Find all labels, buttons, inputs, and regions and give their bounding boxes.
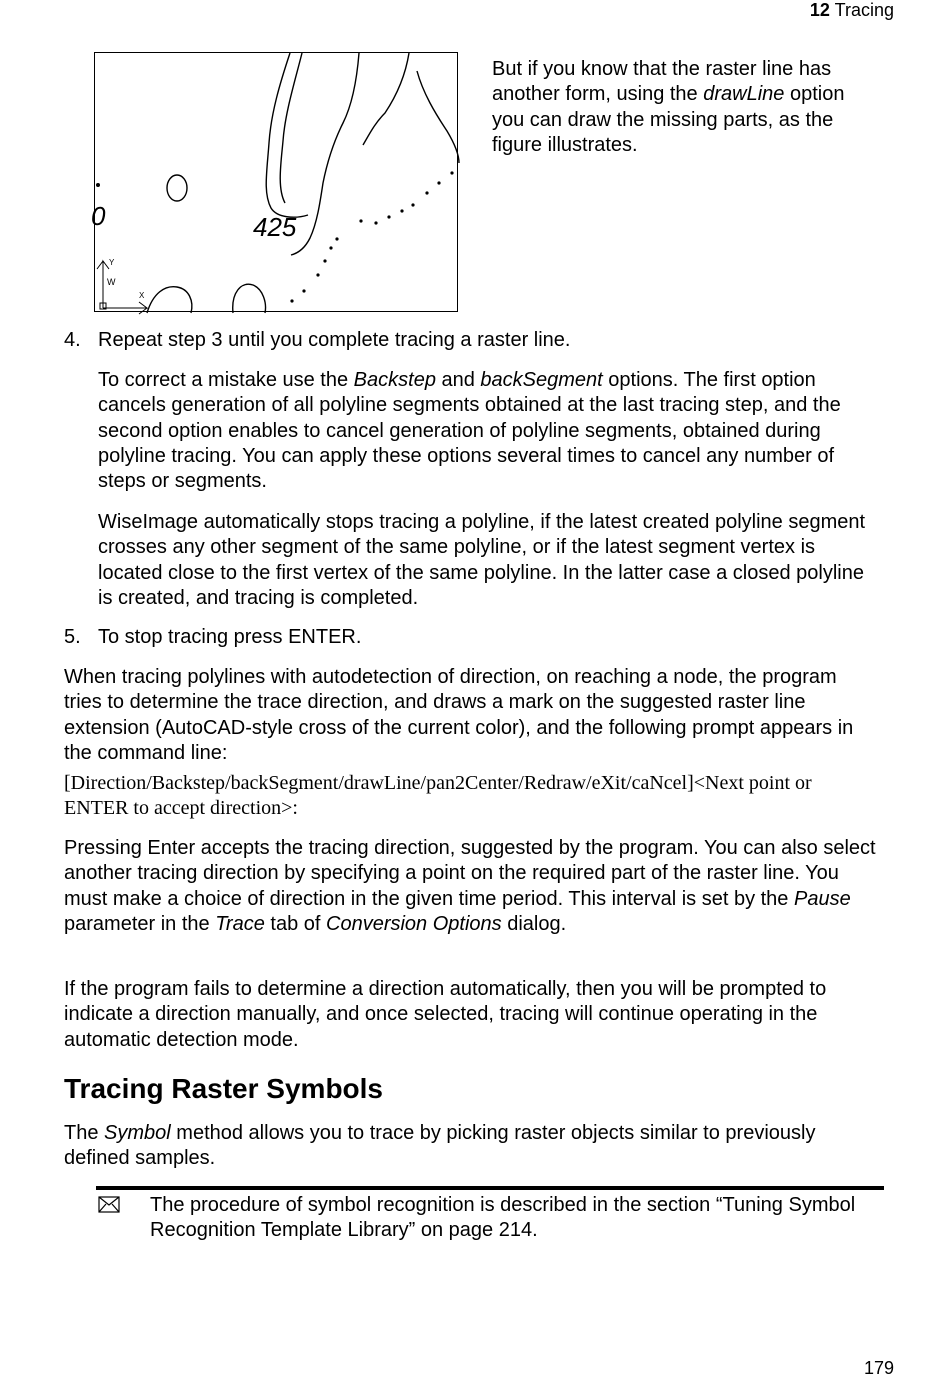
step-number: 4.	[64, 329, 81, 351]
drawline-option: drawLine	[703, 83, 785, 106]
fail-paragraph: If the program fails to determine a direction automatically, then you will be prompted to indicate a direction manually, and once selected, tracing will continue operating in the automatic detection mode.	[64, 978, 827, 1051]
contour-line	[363, 53, 409, 145]
step-4-paragraph-1: To correct a mistake use the Backstep and backSegment options. The first option cancels generation of all polyline segments obtained at the last tracing step, and the second option enables to cancel generation of polyline segments, obtained during polyline tracing. You can apply these options several times to cancel any number of steps or segments.	[98, 369, 841, 493]
svg-text:X: X	[139, 291, 145, 300]
step-text: Repeat step 3 until you complete tracing a raster line.	[98, 329, 571, 351]
autodetect-paragraph: When tracing polylines with autodetection of direction, on reaching a node, the program tries to determine the trace direction, and draws a mark on the suggested raster line extension (AutoCAD-style cross of the current color), and the following prompt appears in the command line:	[64, 666, 854, 764]
section-heading: Tracing Raster Symbols	[64, 1073, 384, 1104]
figure-side-text	[492, 57, 852, 158]
symbol-paragraph: The Symbol method allows you to trace by picking raster objects similar to previously defined samples.	[64, 1122, 816, 1170]
step-4-paragraph-2: WiseImage automatically stops tracing a polyline, if the latest created polyline segment crosses any other segment of the same polyline, or if the latest segment vertex is located close to the first vertex of the same polyline. In the latter case a closed polyline is created, and tracing is completed.	[98, 511, 866, 609]
ucs-axis-icon	[97, 258, 147, 314]
chapter-title: Tracing	[834, 0, 894, 20]
page-header	[810, 0, 894, 20]
raster-figure	[91, 52, 458, 312]
backstep-option: Backstep	[353, 369, 436, 391]
symbol-method: Symbol	[104, 1122, 171, 1144]
command-prompt: [Direction/Backstep/backSegment/drawLine/pan2Center/Redraw/eXit/caNcel]<Next point or ENTER to accept direction>:	[64, 772, 812, 819]
trace-tab: Trace	[215, 912, 265, 935]
raster-arc	[147, 287, 192, 313]
contour-value-label: 425	[253, 212, 297, 242]
contour-value-label-2: 0	[91, 201, 106, 231]
chapter-number: 12	[809, 0, 830, 20]
note-text: The procedure of symbol recognition is described in the section “Tuning Symbol Recognition Template Library” on page 214.	[150, 1194, 856, 1242]
svg-text:W: W	[107, 277, 116, 287]
contour-line	[417, 71, 459, 163]
figure-text-part: option you can draw the missing parts, as the figure illustrates.	[492, 83, 845, 156]
pause-parameter: Pause	[793, 887, 851, 910]
backsegment-option: backSegment	[480, 369, 603, 391]
raster-arc	[233, 284, 266, 313]
raster-ellipse	[167, 175, 187, 201]
conversion-options-dialog: Conversion Options	[326, 912, 502, 935]
figure-text-part: But if you know that the raster line has another form, using the	[492, 58, 832, 106]
contour-line	[266, 53, 308, 217]
envelope-icon	[98, 1196, 122, 1214]
enter-paragraph: Pressing Enter accepts the tracing direction, suggested by the program. You can also select another tracing direction by specifying a point on the required part of the raster line. You must make a choice of direction in the given time period. This interval is set by the Pause parameter in the Trace tab of Conversion Options dialog.	[64, 837, 876, 935]
note-divider	[96, 1186, 884, 1190]
drawline-dots	[290, 171, 453, 302]
svg-text:Y: Y	[109, 258, 115, 267]
page-number: 179	[863, 1358, 894, 1378]
contour-line	[291, 53, 359, 255]
step-text: To stop tracing press ENTER.	[98, 626, 362, 648]
step-number: 5.	[64, 626, 81, 648]
raster-map-illustration	[91, 53, 459, 313]
